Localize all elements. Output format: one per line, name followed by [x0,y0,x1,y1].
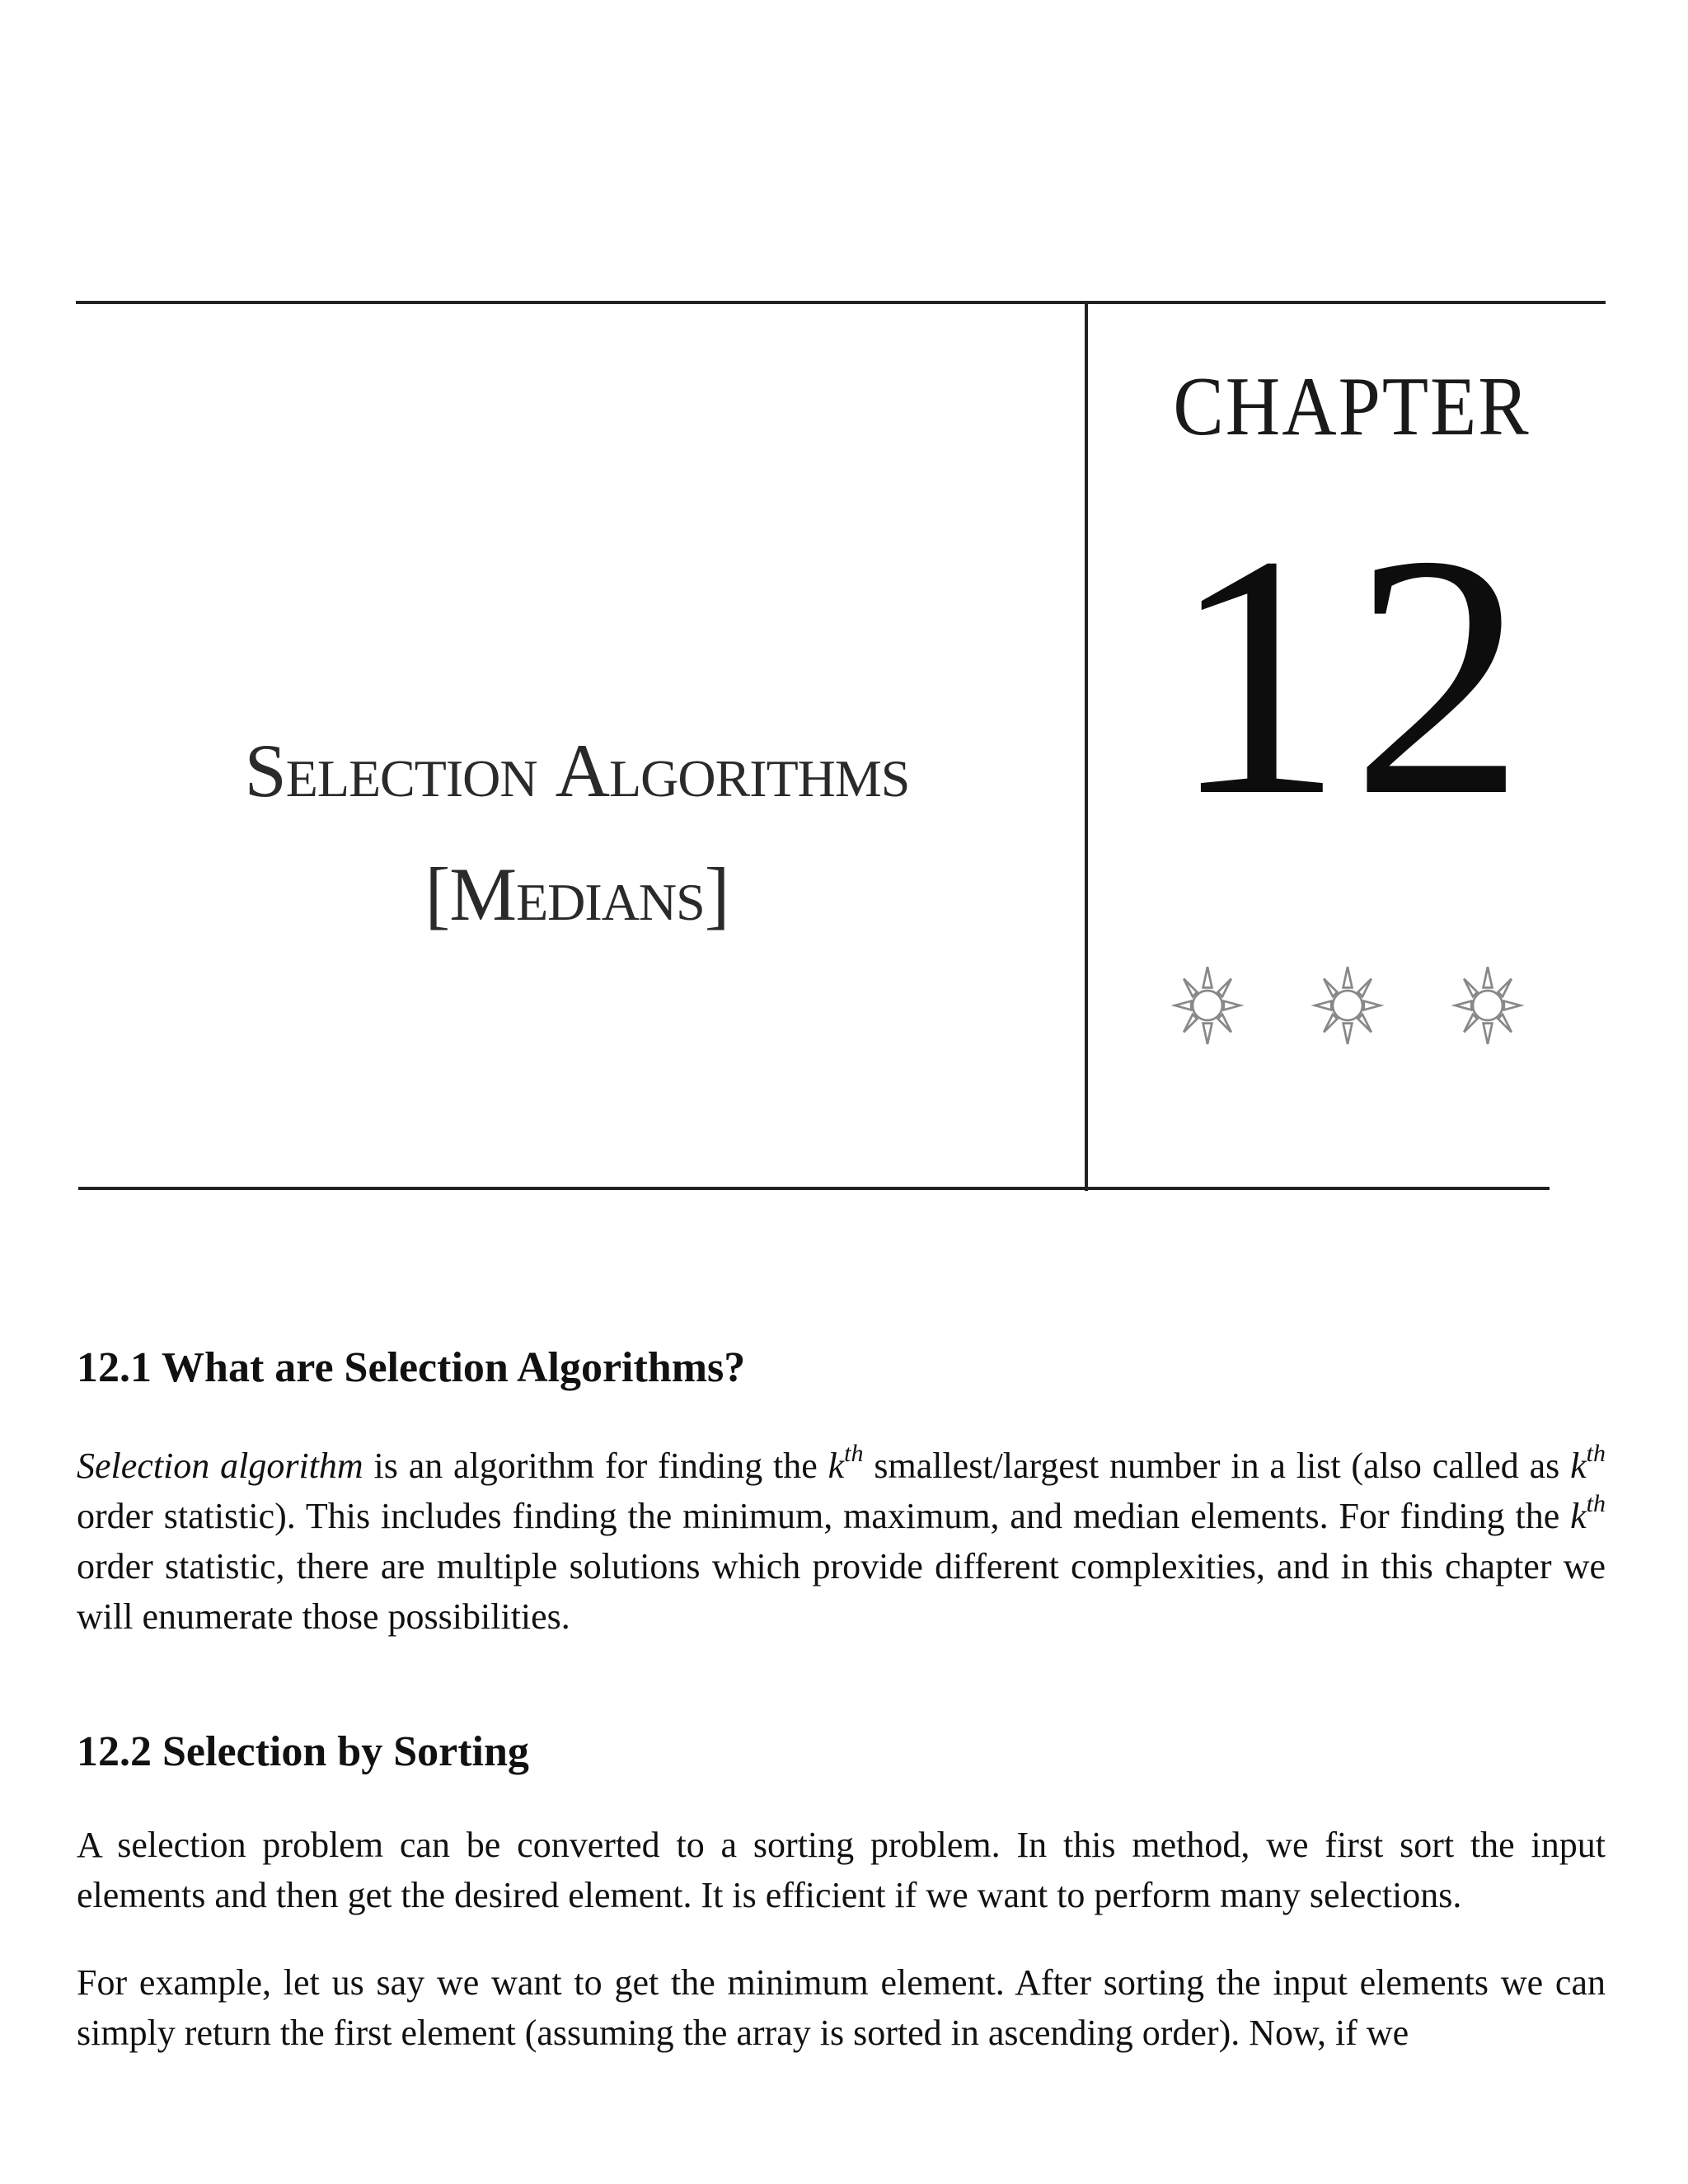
chapter-divider [1085,301,1088,1191]
th-superscript: th [1586,1490,1606,1517]
chapter-number: 12 [1170,484,1533,867]
term-selection-algorithm: Selection algorithm [77,1446,363,1486]
ornament-row [1170,956,1525,1055]
th-superscript: th [1586,1440,1606,1467]
chapter-label: CHAPTER [1173,359,1531,453]
k-variable: k [1570,1496,1587,1536]
bracket-open: [ [424,852,450,936]
section-12-1-paragraph [77,1441,1606,1642]
paragraph-text: order statistic, there are multiple solutions which provide different complexities, and in this chapter we will enumerate those possibilities. [77,1546,1606,1637]
bracket-close: ] [704,852,729,936]
k-variable: k [1570,1446,1587,1486]
chapter-title-word-2: Algorithms [555,729,910,813]
section-12-2-paragraph-1: A selection problem can be converted to a sorting problem. In this method, we first sort the input elements and then get the desired element. It is efficient if we want to perform many selections. [77,1825,1606,1915]
section-heading-12-2: 12.2 Selection by Sorting [77,1728,529,1775]
chapter-title-word-1: Selection [244,729,537,813]
chapter-title-line-1 [74,709,1080,832]
section-12-2-paragraph-2: For example, let us say we want to get the minimum element. After sorting the input elements we can simply return the first element (assuming the array is sorted in ascending order). Now, if we [77,1962,1606,2053]
paragraph-text: order statistic). This includes finding the minimum, maximum, and median elements. For finding the [77,1496,1571,1536]
chapter-top-rule [76,301,1606,304]
chapter-title [74,709,1080,956]
section-heading-12-1: 12.1 What are Selection Algorithms? [77,1344,746,1391]
sun-ornament-icon [1170,960,1245,1051]
k-variable: k [828,1446,845,1486]
paragraph-text: is an algorithm for finding the [363,1446,828,1486]
sun-ornament-icon [1311,960,1385,1051]
paragraph-text: smallest/largest number in a list (also called as [863,1446,1571,1486]
chapter-title-word-3: Medians [449,852,705,936]
th-superscript: th [844,1440,864,1467]
sun-ornament-icon [1451,960,1525,1051]
chapter-title-line-2 [74,832,1080,956]
chapter-bottom-rule [78,1187,1550,1190]
